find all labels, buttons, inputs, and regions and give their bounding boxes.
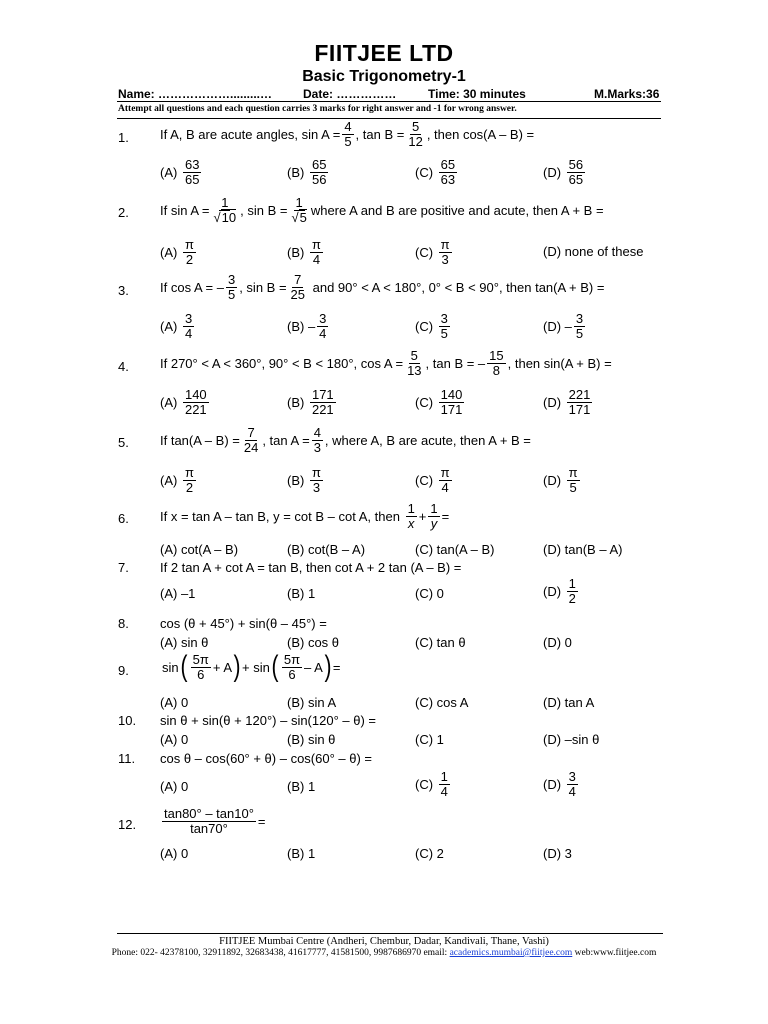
footer-contact: Phone: 022- 42378100, 32911892, 32683438, 41617777, 41581500, 9987686970 email: academics.mumbai@fiitjee.com web:www.fiitjee.com <box>111 948 657 958</box>
option-d[interactable]: (D) $\frac{1}{2}$ <box>543 576 576 606</box>
option-a[interactable]: (A) cot(A – B) <box>160 542 239 557</box>
option-c[interactable]: (C) $\frac{\pi}{4}$ <box>415 465 450 495</box>
option-d[interactable]: (D) tan(B – A) <box>543 542 623 557</box>
option-b[interactable]: (B) cos θ <box>287 635 340 650</box>
question-text: $\frac{\tan 80^\circ - \tan 10^\circ}{\tan 70^\circ}$ = <box>164 806 266 836</box>
question-number: 5. <box>118 435 129 450</box>
footer-divider <box>117 933 663 934</box>
option-c[interactable]: (C) tan(A – B) <box>415 542 495 557</box>
question-number: 10. <box>118 713 137 728</box>
option-d[interactable]: (D) $\frac{3}{4}$ <box>543 769 576 799</box>
option-a[interactable]: (A) $\frac{63}{65}$ <box>160 157 200 187</box>
option-b[interactable]: (B) $\frac{\pi}{3}$ <box>287 465 321 495</box>
question-text: If 2 tan A + cot A = tan B, then cot A + 2 tan (A – B) = <box>160 560 462 575</box>
option-a[interactable]: (A) –1 <box>160 586 196 601</box>
option-d[interactable]: (D) –sin θ <box>543 732 600 747</box>
question-text: If sin A = $\frac{1}{√10}$ , sin B = $\frac{1}{√5}$ where A and B are positive and acute, then A + B = <box>160 195 604 225</box>
question-text: cos θ – cos(60° + θ) – cos(60° – θ) = <box>160 751 373 766</box>
footer-centres: FIITJEE Mumbai Centre (Andheri, Chembur, Dadar, Kandivali, Thane, Vashi) <box>219 936 549 947</box>
option-a[interactable]: (A) 0 <box>160 695 189 710</box>
email-link[interactable]: academics.mumbai@fiitjee.com <box>449 948 573 958</box>
question-number: 2. <box>118 205 129 220</box>
option-a[interactable]: (A) 0 <box>160 779 189 794</box>
date-label: Date: …………… <box>303 87 397 101</box>
option-d[interactable]: (D) $\frac{221}{171}$ <box>543 387 591 417</box>
option-c[interactable]: (C) $\frac{\pi}{3}$ <box>415 237 450 267</box>
option-c[interactable]: (C) $\frac{3}{5}$ <box>415 311 448 341</box>
option-b[interactable]: (B) $\frac{\pi}{4}$ <box>287 237 321 267</box>
option-c[interactable]: (C) $\frac{140}{171}$ <box>415 387 463 417</box>
option-a[interactable]: (A) $\frac{\pi}{2}$ <box>160 465 194 495</box>
option-b[interactable]: (B) 1 <box>287 846 316 861</box>
option-c[interactable]: (C) cos A <box>415 695 469 710</box>
option-d[interactable]: (D) $\frac{56}{65}$ <box>543 157 584 187</box>
option-b[interactable]: (B) $\frac{65}{56}$ <box>287 157 327 187</box>
option-d[interactable]: (D) tan A <box>543 695 595 710</box>
instruction-divider <box>117 118 661 119</box>
option-b[interactable]: (B) 1 <box>287 779 316 794</box>
option-b[interactable]: (B) $\frac{171}{221}$ <box>287 387 334 417</box>
question-text: cos (θ + 45°) + sin(θ – 45°) = <box>160 616 327 631</box>
time-label: Time: 30 minutes <box>428 87 526 101</box>
option-a[interactable]: (A) $\frac{3}{4}$ <box>160 311 193 341</box>
option-c[interactable]: (C) $\frac{1}{4}$ <box>415 769 448 799</box>
option-a[interactable]: (A) $\frac{140}{221}$ <box>160 387 207 417</box>
option-c[interactable]: (C) 1 <box>415 732 444 747</box>
question-number: 1. <box>118 130 129 145</box>
question-text: If cos A = – $\frac{3}{5}$ , sin B = $\frac{7}{25}$ and 90° < A < 180°, 0° < B < 90°, then tan(A + B) = <box>160 272 605 302</box>
header-divider <box>117 101 661 102</box>
question-text: If A, B are acute angles, sin A = $\frac{4}{5}$ , tan B = $\frac{5}{12}$ , then cos(A – B) = <box>160 119 535 149</box>
option-a[interactable]: (A) $\frac{\pi}{2}$ <box>160 237 194 267</box>
question-text: If x = tan A – tan B, y = cot B – cot A, then $\frac{1}{x}$ + $\frac{1}{y}$ = <box>160 501 450 531</box>
option-b[interactable]: (B) sin θ <box>287 732 336 747</box>
option-a[interactable]: (A) sin θ <box>160 635 209 650</box>
option-a[interactable]: (A) 0 <box>160 732 189 747</box>
option-c[interactable]: (C) tan θ <box>415 635 466 650</box>
option-d[interactable]: (D) 3 <box>543 846 572 861</box>
marks-label: M.Marks:36 <box>594 87 660 101</box>
question-text: If 270° < A < 360°, 90° < B < 180°, cos A = $\frac{5}{13}$ , tan B = – $\frac{15}{8}$ , then sin(A + B) = <box>160 348 612 378</box>
option-b[interactable]: (B) sin A <box>287 695 337 710</box>
page-title: Basic Trigonometry-1 <box>302 68 466 85</box>
option-b[interactable]: (B) 1 <box>287 586 316 601</box>
question-number: 4. <box>118 359 129 374</box>
option-b[interactable]: (B) cot(B – A) <box>287 542 366 557</box>
question-number: 11. <box>118 751 136 766</box>
question-number: 3. <box>118 283 129 298</box>
option-d[interactable]: (D) $\frac{\pi}{5}$ <box>543 465 578 495</box>
option-d[interactable]: (D) – $\frac{3}{5}$ <box>543 311 584 341</box>
option-c[interactable]: (C) $\frac{65}{63}$ <box>415 157 456 187</box>
question-text: If tan(A – B) = $\frac{7}{24}$ , tan A = $\frac{4}{3}$ , where A, B are acute, then A + B = <box>160 425 531 455</box>
instructions: Attempt all questions and each question carries 3 marks for right answer and -1 for wrong answer. <box>118 104 517 114</box>
option-d[interactable]: (D) none of these <box>543 244 644 259</box>
question-number: 8. <box>118 616 129 631</box>
option-a[interactable]: (A) 0 <box>160 846 189 861</box>
option-d[interactable]: (D) 0 <box>543 635 572 650</box>
question-number: 12. <box>118 817 137 832</box>
option-c[interactable]: (C) 2 <box>415 846 444 861</box>
question-number: 6. <box>118 511 129 526</box>
name-label: Name: ……………….........… <box>118 87 273 101</box>
option-b[interactable]: (B) – $\frac{3}{4}$ <box>287 311 327 341</box>
question-text: sin ( $\frac{5\pi}{6}$ + A ) + sin ( $\frac{5\pi}{6}$ – A ) = <box>162 650 341 683</box>
question-number: 9. <box>118 663 129 678</box>
question-number: 7. <box>118 560 129 575</box>
option-c[interactable]: (C) 0 <box>415 586 444 601</box>
question-text: sin θ + sin(θ + 120°) – sin(120° – θ) = <box>160 713 376 728</box>
brand-title: FIITJEE LTD <box>314 40 454 66</box>
